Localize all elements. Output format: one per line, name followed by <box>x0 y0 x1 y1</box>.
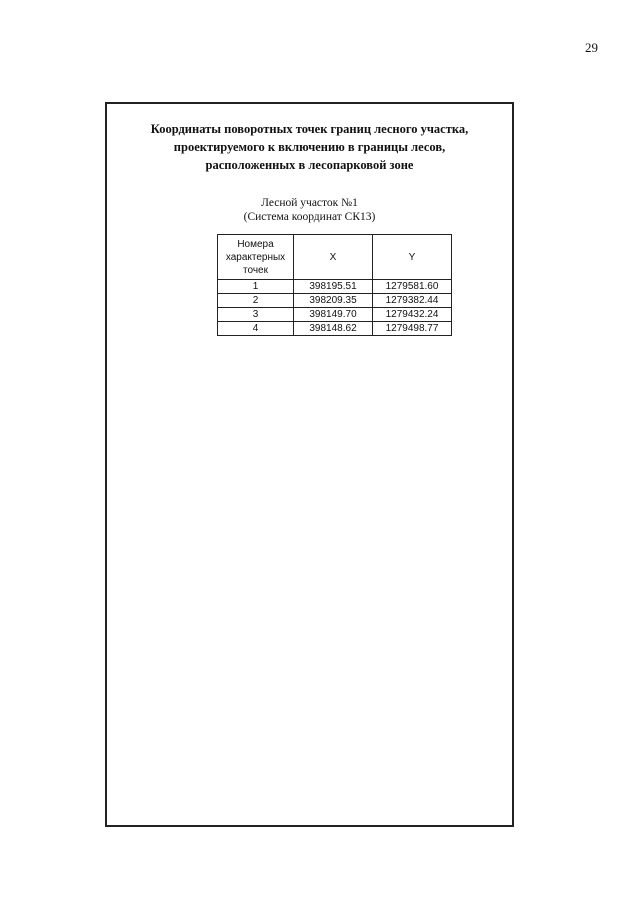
document-title <box>107 120 512 174</box>
cell-y: 1279581.60 <box>373 280 452 294</box>
title-line: расположенных в лесопарковой зоне <box>205 158 414 172</box>
cell-x: 398149.70 <box>294 308 373 322</box>
document-frame <box>105 102 514 827</box>
coordinates-table <box>217 234 452 336</box>
cell-y: 1279498.77 <box>373 322 452 336</box>
cell-point-number: 1 <box>218 280 294 294</box>
title-line: Координаты поворотных точек границ лесного участка, <box>150 122 469 136</box>
table-row <box>218 280 452 294</box>
plot-name: Лесной участок №1 <box>261 197 358 209</box>
table-header-row <box>218 235 452 280</box>
header-y: Y <box>373 235 452 280</box>
cell-point-number: 4 <box>218 322 294 336</box>
table-row <box>218 294 452 308</box>
coordinate-system: (Система координат СК13) <box>243 211 376 223</box>
cell-point-number: 2 <box>218 294 294 308</box>
header-x: X <box>294 235 373 280</box>
header-point-number-text: Номера характерных точек <box>225 238 286 276</box>
cell-y: 1279432.24 <box>373 308 452 322</box>
cell-point-number: 3 <box>218 308 294 322</box>
plot-subtitle <box>107 196 512 224</box>
header-point-number <box>218 235 294 280</box>
title-line: проектируемого к включению в границы лесов, <box>173 140 446 154</box>
table-row <box>218 322 452 336</box>
page-number: 29 <box>585 40 598 55</box>
cell-x: 398148.62 <box>294 322 373 336</box>
cell-y: 1279382.44 <box>373 294 452 308</box>
table-row <box>218 308 452 322</box>
cell-x: 398209.35 <box>294 294 373 308</box>
cell-x: 398195.51 <box>294 280 373 294</box>
